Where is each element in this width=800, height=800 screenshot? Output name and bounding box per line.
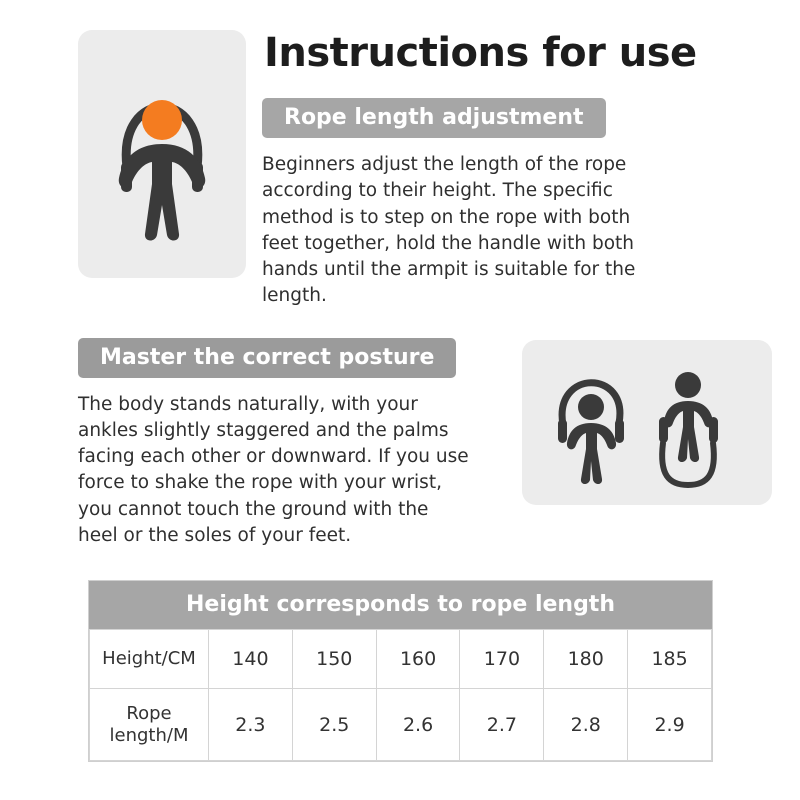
height-rope-table — [88, 580, 713, 762]
cell-rope-1: 2.5 — [292, 689, 376, 761]
row-label-height: Height/CM — [90, 630, 209, 689]
cell-rope-3: 2.7 — [460, 689, 544, 761]
top-right-column — [246, 30, 772, 310]
posture-illustration-card — [522, 340, 772, 505]
cell-rope-0: 2.3 — [209, 689, 293, 761]
cell-height-4: 180 — [544, 630, 628, 689]
middle-section — [0, 310, 800, 550]
person-jumping-rope-icon — [97, 62, 227, 247]
two-person-posture-icon — [545, 355, 750, 490]
rope-length-illustration-card — [78, 30, 246, 278]
section-text-rope-length: Beginners adjust the length of the rope according to their height. The specific method is to step on the rope with both feet together, hold the handle with both hands until the armpit is suitable for the length. — [262, 154, 636, 307]
section-heading-rope-length: Rope length adjustment — [262, 98, 606, 138]
row-label-rope-length: Rope length/M — [90, 689, 209, 761]
cell-height-0: 140 — [209, 630, 293, 689]
cell-rope-2: 2.6 — [376, 689, 460, 761]
middle-left-column — [78, 338, 522, 550]
table-title: Height corresponds to rope length — [89, 581, 712, 629]
top-section — [0, 0, 800, 310]
cell-height-1: 150 — [292, 630, 376, 689]
table-row — [90, 689, 712, 761]
cell-height-5: 185 — [628, 630, 712, 689]
cell-rope-5: 2.9 — [628, 689, 712, 761]
page-title: Instructions for use — [264, 30, 697, 76]
table-row — [90, 630, 712, 689]
cell-height-3: 170 — [460, 630, 544, 689]
cell-height-2: 160 — [376, 630, 460, 689]
section-heading-posture: Master the correct posture — [78, 338, 456, 378]
cell-rope-4: 2.8 — [544, 689, 628, 761]
table-body — [89, 629, 712, 761]
section-text-posture: The body stands naturally, with your ankles slightly staggered and the palms facing each other or downward. If you use force to shake the rope with your wrist, you cannot touch the ground with the heel or the soles of your feet. — [78, 393, 469, 546]
